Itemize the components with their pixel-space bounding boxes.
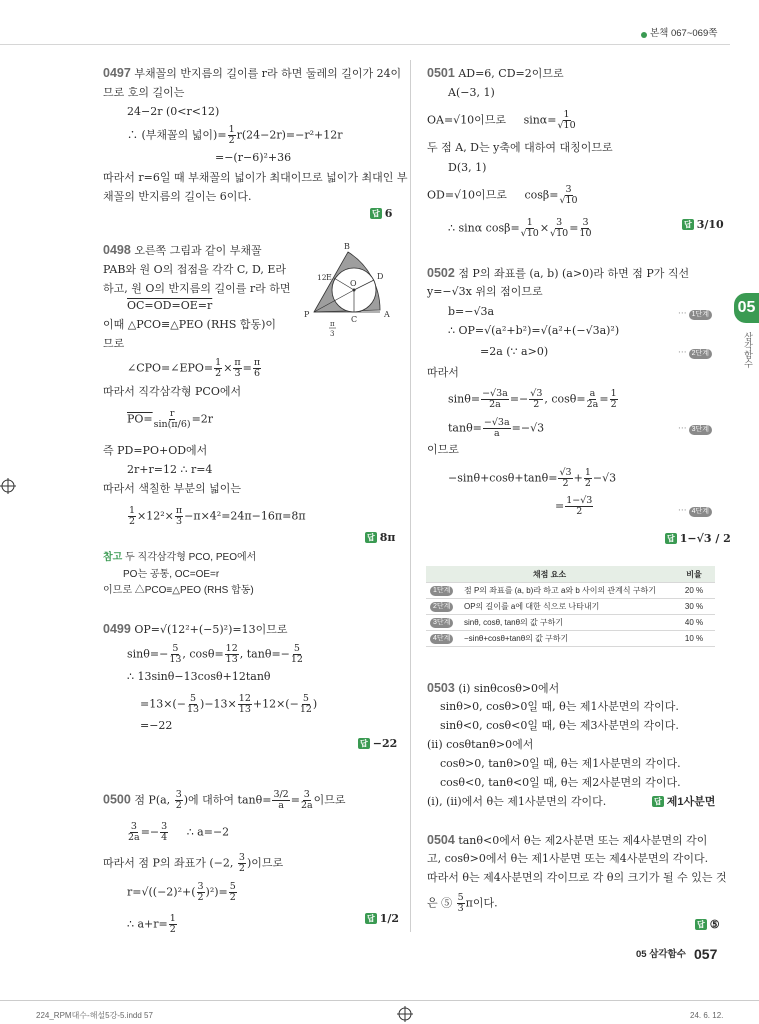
table-row: 2단계 OP의 길이를 a에 대한 식으로 나타내기 30 %	[426, 599, 715, 615]
problem-0504-line4: 은 ⑤ $\frac{5}{3}$ π이다.	[427, 892, 498, 914]
problem-0497-line6: 따라서 r=6일 때 부채꼴의 넓이가 최대이므로 넓이가 최대인 부	[103, 171, 408, 184]
note-line1: 참고 두 직각삼각형 PCO, PEO에서	[103, 552, 257, 563]
label-c: C	[351, 315, 358, 324]
table-row: 4단계 −sinθ+cosθ+tanθ의 값 구하기 10 %	[426, 631, 715, 647]
problem-0497-line4: ∴ (부채꼴의 넓이)= $\frac{1}{2}$ r(24−2r)=−r²+12r	[127, 124, 343, 146]
problem-0497-line1: 0497 부채꼴의 반지름의 길이를 r라 하면 둘레의 길이가 24이	[103, 66, 402, 80]
answer-0502: 답 1−√3 / 2	[667, 532, 731, 545]
step-4: ··· 4단계	[678, 503, 712, 518]
problem-0500-line1: 0500 점 P(a, $\frac{3}{2}$ )에 대하여 tanθ= $\frac{3/2}{a}$ = $\frac{3}{2a}$ 이므로	[103, 789, 346, 811]
label-angle-den: 3	[330, 330, 335, 338]
problem-0498-line4: OC=OD=OE=r	[127, 299, 213, 312]
problem-0497-line5: =−(r−6)²+36	[215, 151, 292, 164]
problem-0498-line10: 즉 PD=PO+OD에서	[103, 444, 208, 457]
footer-file: 224_RPM대수-해설5강-5.indd 57	[36, 1011, 153, 1020]
label-b: B	[344, 242, 350, 251]
table-row: 3단계 sinθ, cosθ, tanθ의 값 구하기 40 %	[426, 615, 715, 631]
note-line2: PO는 공통, OC=OE=r	[123, 569, 220, 580]
step-3: ··· 3단계	[678, 421, 712, 436]
footer-page-number: 057	[694, 946, 718, 962]
problem-number: 0497	[103, 66, 131, 80]
problem-0502-line7: sinθ= $\frac{-√3a}{2a}$ =− $\frac{√3}{2}$ , cosθ= $\frac{a}{2a}$ = $\frac{1}{2}$	[448, 388, 617, 410]
problem-0500-line4: r=√((−2)²+( $\frac{3}{2}$ )²)= $\frac{5}{2}$	[127, 881, 236, 903]
problem-0502-line2: y=−√3x 위의 점이므로	[427, 285, 543, 298]
label-o: O	[350, 279, 357, 288]
problem-0498-line1: 0498 오른쪽 그림과 같이 부채꼴	[103, 243, 262, 257]
answer-0504: 답 ⑤	[697, 918, 720, 931]
answer-0501: 답 3/10	[684, 218, 724, 231]
problem-0503-line4: (ii) cosθtanθ>0에서	[427, 738, 534, 751]
problem-0498-line5: 이때 △PCO≡△PEO (RHS 합동)이	[103, 318, 277, 331]
sector-figure	[300, 238, 400, 343]
registration-mark-bottom	[397, 1006, 413, 1022]
problem-0499-line1: 0499 OP=√(12²+(−5)²)=13이므로	[103, 622, 288, 636]
problem-0502-line5: =2a (∵ a>0)	[480, 345, 549, 358]
problem-0501-line2: A(−3, 1)	[448, 86, 495, 99]
answer-0500: 답 1/2	[367, 912, 400, 925]
answer-0499: 답 −22	[360, 737, 398, 750]
label-p: P	[304, 310, 310, 319]
problem-0503-line5: cosθ>0, tanθ>0일 때, θ는 제1사분면의 각이다.	[440, 757, 681, 770]
label-d: D	[377, 272, 384, 281]
problem-0498-line9: PO= $\frac{r}{\sin(\pi/6)}$ =2r	[127, 408, 214, 430]
header-dot	[641, 32, 647, 38]
problem-0502-line11: = $\frac{1-√3}{2}$	[555, 495, 593, 517]
problem-0498-line2: PAB와 원 O의 접점을 각각 C, D, E라	[103, 263, 287, 276]
problem-0504-line1: 0504 tanθ<0에서 θ는 제2사분면 또는 제4사분면의 각이	[427, 833, 708, 847]
answer-0497: 답 6	[372, 207, 393, 220]
header-page-ref: 본책 067~069쪽	[650, 28, 718, 39]
problem-0500-line3: 따라서 점 P의 좌표가 (−2, $\frac{3}{2}$ )이므로	[103, 852, 284, 874]
problem-0498-line13: $\frac{1}{2}$ ×12²× $\frac{\pi}{3}$ −π×4²=24π−16π=8π	[129, 505, 306, 527]
chapter-tab[interactable]: 05	[734, 293, 759, 323]
problem-0501-line6: OD=√10이므로 cosβ= $\frac{3}{√10}$	[427, 184, 578, 206]
label-12: 12	[317, 273, 327, 282]
problem-0502-line6: 따라서	[427, 366, 459, 379]
problem-0497-line3: 24−2r (0<r<12)	[127, 105, 220, 118]
chapter-tab-label: 삼각함수	[743, 332, 753, 368]
problem-0503-line6: cosθ<0, tanθ<0일 때, θ는 제2사분면의 각이다.	[440, 776, 681, 789]
problem-0499-line2: sinθ=− $\frac{5}{13}$ , cosθ= $\frac{12}{13}$ , tanθ=− $\frac{5}{12}$	[127, 643, 303, 665]
problem-0502-line8: tanθ= $\frac{-√3a}{a}$ =−√3	[448, 417, 545, 439]
problem-0501-line3: OA=√10이므로 sinα= $\frac{1}{√10}$	[427, 109, 576, 131]
problem-0502-line9: 이므로	[427, 443, 459, 456]
problem-0501-line5: D(3, 1)	[448, 161, 487, 174]
problem-0501-line1: 0501 AD=6, CD=2이므로	[427, 66, 564, 80]
problem-0498-line7: ∠CPO=∠EPO= $\frac{1}{2}$ × $\frac{\pi}{3}$ = $\frac{\pi}{6}$	[127, 357, 261, 379]
problem-0498-line3: 하고, 원 O의 반지름의 길이를 r라 하면	[103, 282, 291, 295]
note-line3: 이므로 △PCO≡△PEO (RHS 합동)	[103, 585, 254, 596]
problem-0504-line3: 따라서 θ는 제4사분면의 각이므로 각 θ의 크기가 될 수 있는 것	[427, 871, 727, 884]
problem-0502-line1: 0502 점 P의 좌표를 (a, b) (a>0)라 하면 점 P가 직선	[427, 266, 690, 280]
table-row: 1단계 점 P의 좌표를 (a, b)라 하고 a와 b 사이의 관계식 구하기 20 %	[426, 583, 715, 599]
footer-chapter: 05 삼각함수	[636, 949, 686, 960]
table-header: 비율	[673, 566, 715, 583]
problem-0502-line3: b=−√3a	[448, 305, 495, 318]
note-title: 참고	[103, 552, 123, 563]
column-divider	[410, 60, 411, 932]
problem-0502-line10: −sinθ+cosθ+tanθ= $\frac{√3}{2}$ + $\frac{1}{2}$ −√3	[448, 467, 617, 489]
problem-0497-line7: 채꼴의 반지름의 길이는 6이다.	[103, 190, 252, 203]
label-a: A	[384, 310, 390, 319]
problem-0500-line5: ∴ a+r= $\frac{1}{2}$	[127, 913, 176, 935]
problem-0499-line5: =−22	[140, 719, 173, 732]
footer-rule	[0, 1000, 759, 1001]
problem-0498-line12: 따라서 색칠한 부분의 넓이는	[103, 482, 242, 495]
label-angle-num: π	[330, 320, 335, 328]
problem-0499-line4: =13×(− $\frac{5}{13}$ )−13× $\frac{12}{13}$ +12×(− $\frac{5}{12}$ )	[140, 693, 318, 715]
problem-0498-line11: 2r+r=12 ∴ r=4	[127, 463, 213, 476]
answer-0503: 답 제1사분면	[654, 796, 716, 808]
label-e: E	[326, 273, 332, 282]
step-2: ··· 2단계	[678, 345, 712, 360]
problem-0503-line2: sinθ>0, cosθ>0일 때, θ는 제1사분면의 각이다.	[440, 700, 679, 713]
problem-0501-line4: 두 점 A, D는 y축에 대하여 대칭이므로	[427, 141, 613, 154]
problem-0503-line1: 0503 (i) sinθcosθ>0에서	[427, 681, 560, 695]
problem-0503-line7: (i), (ii)에서 θ는 제1사분면의 각이다.	[427, 795, 607, 808]
problem-0504-line2: 고, cosθ>0에서 θ는 제1사분면 또는 제4사분면의 각이다.	[427, 852, 709, 865]
problem-0502-line4: ∴ OP=√(a²+b²)=√(a²+(−√3a)²)	[448, 324, 620, 337]
footer-date: 24. 6. 12.	[690, 1011, 724, 1020]
problem-0503-line3: sinθ<0, cosθ<0일 때, θ는 제3사분면의 각이다.	[440, 719, 679, 732]
header-rule	[0, 44, 730, 45]
scoring-table	[426, 566, 715, 647]
problem-0498-line8: 따라서 직각삼각형 PCO에서	[103, 385, 242, 398]
step-1: ··· 1단계	[678, 306, 712, 321]
problem-0500-line2: $\frac{3}{2a}$ =− $\frac{3}{4}$ ∴ a=−2	[128, 821, 230, 843]
problem-0499-line3: ∴ 13sinθ−13cosθ+12tanθ	[127, 670, 271, 683]
registration-mark-left	[0, 478, 16, 494]
table-header: 채점 요소	[426, 566, 673, 583]
problem-0498-line6: 므로	[103, 337, 125, 350]
problem-0497-line2: 므로 호의 길이는	[103, 86, 185, 99]
answer-0498: 답 8π	[367, 531, 396, 544]
problem-0501-line7: ∴ sinα cosβ= $\frac{1}{√10}$ × $\frac{3}{√10}$ = $\frac{3}{10}$	[448, 217, 592, 239]
